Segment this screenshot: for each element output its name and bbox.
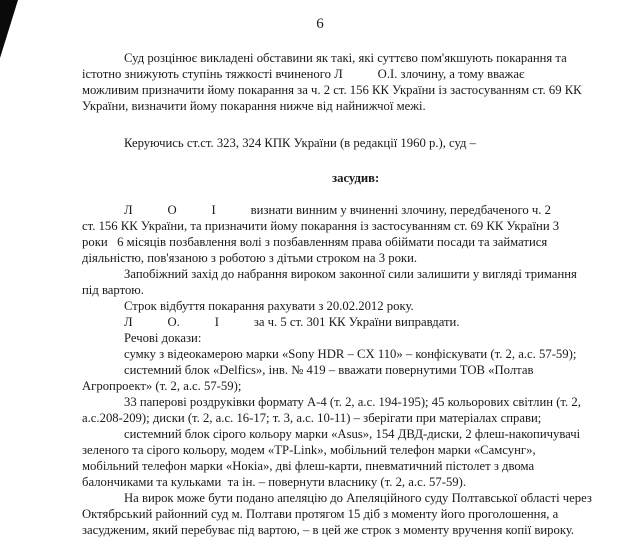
paragraph-line: ст. 156 КК України, та призначити йому покарання із застосуванням ст. 69 КК України 3 bbox=[82, 219, 560, 233]
paragraph-line: Суд розцінює викладені обставини як такі, які суттєво пом'якшують покарання та bbox=[124, 51, 567, 65]
paragraph-line: Агропроект» (т. 2, а.с. 57-59); bbox=[82, 379, 242, 393]
paragraph-line: На вирок може бути подано апеляцію до Апеляційного суду Полтавської області через bbox=[124, 491, 592, 505]
paragraph-line: Л О І визнати винним у вчиненні злочину, передбаченого ч. 2 bbox=[124, 203, 551, 217]
paragraph-line: балончиками та кульками та ін. – повернути власнику (т. 2, а.с. 57-59). bbox=[82, 475, 467, 489]
paragraph-line: істотно знижують ступінь тяжкості вчиненого Л О.І. злочину, а тому вважає bbox=[82, 67, 525, 81]
paragraph-line: а.с.208-209); диски (т. 2, а.с. 16-17; т. 3, а.с. 10-11) – зберігати при матеріалах справи; bbox=[82, 411, 542, 425]
paragraph-line: засудженим, який перебуває під вартою, – в цей же строк з моменту вручення копії вироку. bbox=[82, 523, 575, 537]
paragraph-line: Речові докази: bbox=[124, 331, 202, 345]
paragraph-line: 33 паперові роздруківки формату А-4 (т. 2, а.с. 194-195); 45 кольорових світлин (т. 2, bbox=[124, 395, 581, 409]
paragraph-line: роки 6 місяців позбавлення волі з позбавленням права обіймати посади та займатися bbox=[82, 235, 548, 249]
paragraph-line: діяльністю, пов'язаною з роботою з дітьми строком на 3 роки. bbox=[82, 251, 418, 265]
paragraph-line: мобільний телефон марки «Нокіа», дві флеш-карти, пневматичний пістолет з двома bbox=[82, 459, 535, 473]
paragraph-line: можливим призначити йому покарання за ч. 2 ст. 156 КК України із застосуванням ст. 69 КК bbox=[82, 83, 582, 97]
paragraph-line: Керуючись ст.ст. 323, 324 КПК України (в редакції 1960 р.), суд – bbox=[124, 136, 477, 150]
paragraph-line: системний блок «Delfics», інв. № 419 – вважати повернутими ТОВ «Полтав bbox=[124, 363, 534, 377]
verdict-heading: засудив: bbox=[332, 171, 380, 185]
page-number: 6 bbox=[316, 16, 324, 32]
paragraph-line: України, визначити йому покарання нижче від найнижчої межі. bbox=[82, 99, 426, 113]
paragraph-line: Запобіжний захід до набрання вироком законної сили залишити у вигляді тримання bbox=[124, 267, 577, 281]
paragraph-line: Л О. І за ч. 5 ст. 301 КК України виправдати. bbox=[124, 315, 460, 329]
paragraph-line: Октябрський районний суд м. Полтави протягом 15 діб з моменту його проголошення, а bbox=[82, 507, 559, 521]
paragraph-line: зеленого та сірого кольору, модем «TP-Link», мобільний телефон марки «Самсунг», bbox=[82, 443, 536, 457]
paragraph-line: Строк відбуття покарання рахувати з 20.02.2012 року. bbox=[124, 299, 414, 313]
paragraph-line: сумку з відеокамерою марки «Sony HDR – CX 110» – конфіскувати (т. 2, а.с. 57-59); bbox=[124, 347, 577, 361]
paragraph-line: під вартою. bbox=[82, 283, 144, 297]
paragraph-line: системний блок сірого кольору марки «Asus», 154 ДВД-диски, 2 флеш-накопичувачі bbox=[124, 427, 581, 441]
